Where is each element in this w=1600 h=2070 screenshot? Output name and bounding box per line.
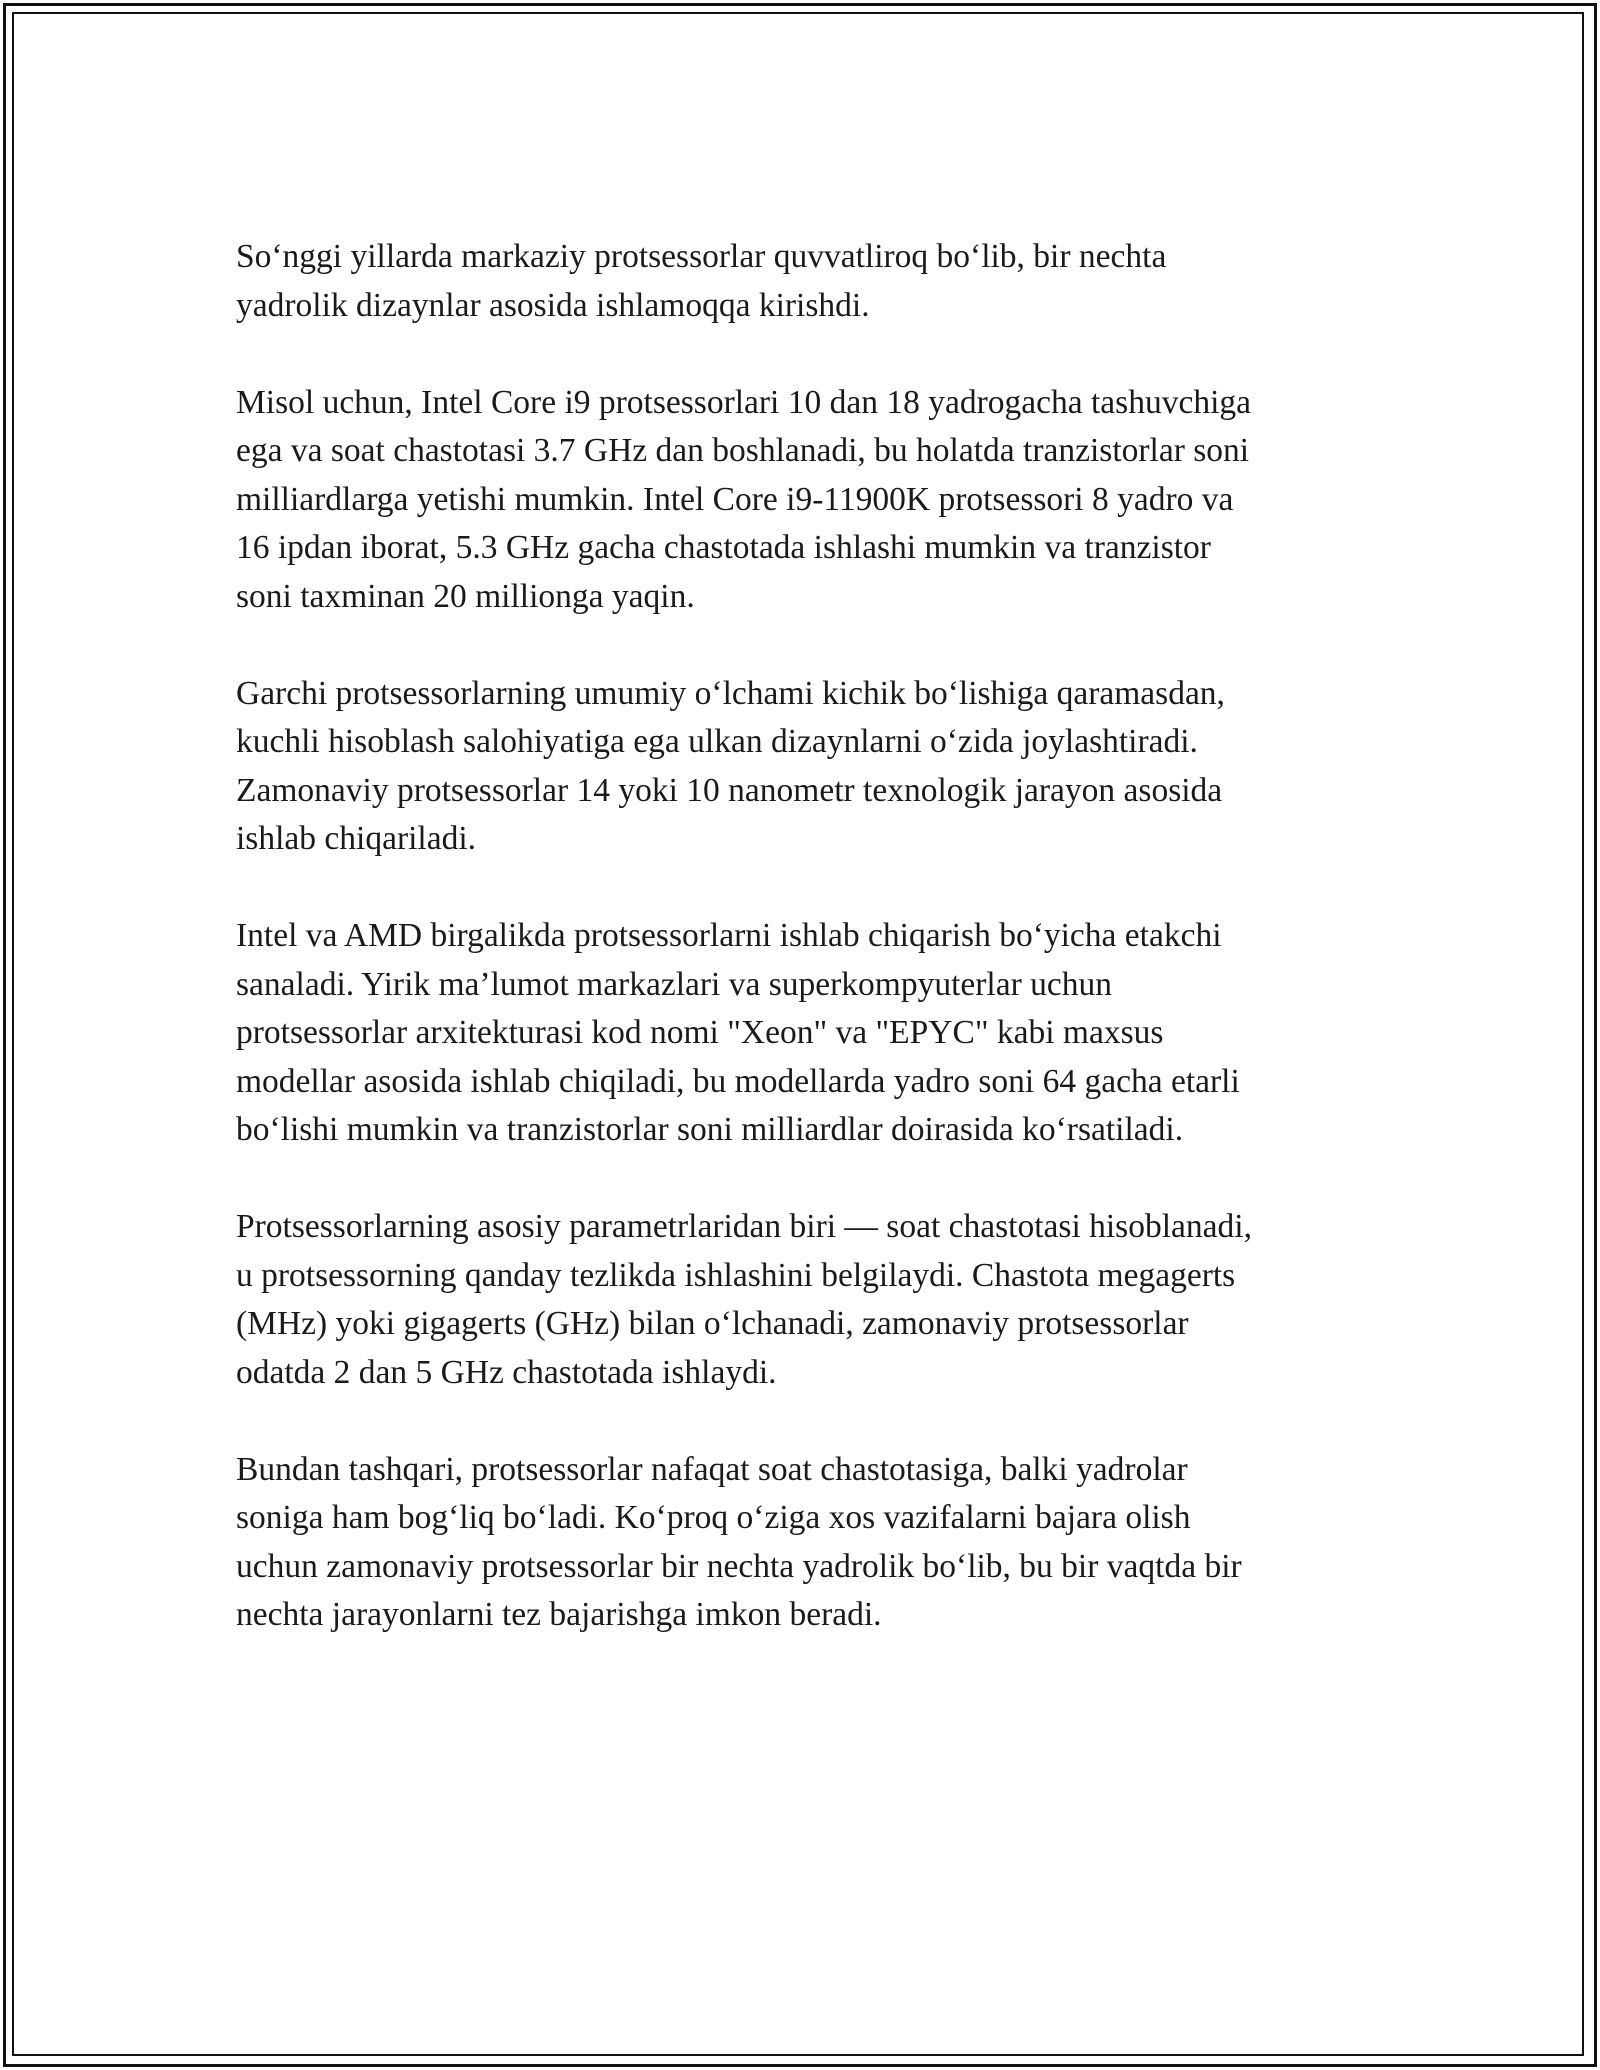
document-body	[236, 233, 1356, 1688]
paragraph-process-node: Garchi protsessorlarning umumiy o‘lchami kichik bo‘lishiga qaramasdan, kuchli hisoblash salohiyatiga ega ulkan dizaynlarni o‘zida joylashtiradi. Zamonaviy protsessorlar 14 yoki 10 nanometr texnologik jarayon asosida ishlab chiqariladi.	[236, 674, 1225, 857]
paragraph-intel-amd: Intel va AMD birgalikda protsessorlarni ishlab chiqarish bo‘yicha etakchi sanaladi. Yirik ma’lumot markazlari va superkompyuterlar uchun protsessorlar arxitekturasi kod nomi "Xeon" va "EPYC" kabi maxsus modellar asosida ishlab chiqiladi, bu modellarda yadro soni 64 gacha etarli bo‘lishi mumkin va tranzistorlar soni milliardlar doirasida ko‘rsatiladi.	[236, 917, 1240, 1148]
paragraph-cores: Bundan tashqari, protsessorlar nafaqat soat chastotasiga, balki yadrolar soniga ham bog‘liq bo‘ladi. Ko‘proq o‘ziga xos vazifalarni bajara olish uchun zamonaviy protsessorlar bir nechta yadrolik bo‘lib, bu bir vaqtda bir nechta jarayonlarni tez bajarishga imkon beradi.	[236, 1450, 1242, 1633]
paragraph-clock-frequency: Protsessorlarning asosiy parametrlaridan biri — soat chastotasi hisoblanadi, u protsessorning qanday tezlikda ishlashini belgilaydi. Chastota megagerts (MHz) yoki gigagerts (GHz) bilan o‘lchanadi, zamonaviy protsessorlar odatda 2 dan 5 GHz chastotada ishlaydi.	[236, 1208, 1252, 1391]
paragraph-intro: So‘nggi yillarda markaziy protsessorlar quvvatliroq bo‘lib, bir nechta yadrolik dizaynlar asosida ishlamoqqa kirishdi.	[236, 238, 1167, 324]
paragraph-intel-core-i9: Misol uchun, Intel Core i9 protsessorlari 10 dan 18 yadrogacha tashuvchiga ega va soat chastotasi 3.7 GHz dan boshlanadi, bu holatda tranzistorlar soni milliardlarga yetishi mumkin. Intel Core i9-11900K protsessori 8 yadro va 16 ipdan iborat, 5.3 GHz gacha chastotada ishlashi mumkin va tranzistor soni taxminan 20 millionga yaqin.	[236, 383, 1251, 615]
